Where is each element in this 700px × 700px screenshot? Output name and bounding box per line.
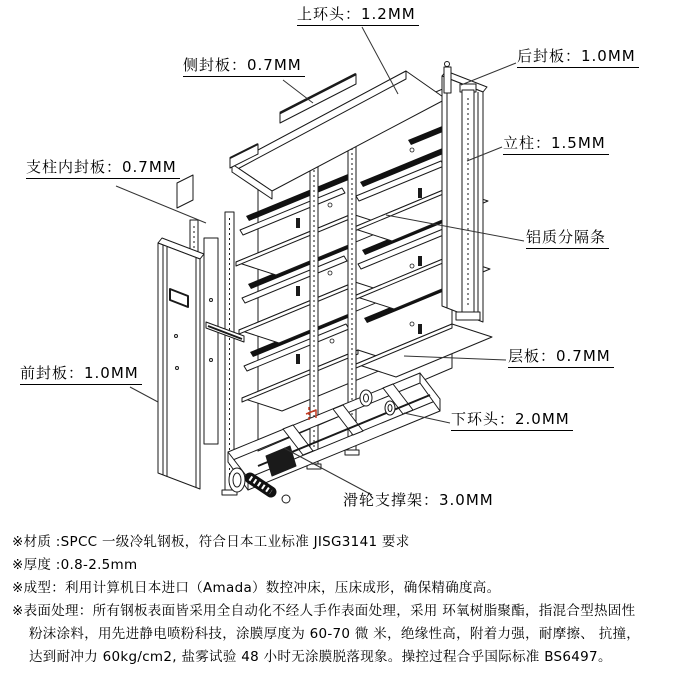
callout-roller-support: 滑轮支撑架：3.0MM <box>343 491 494 509</box>
note-thickness: ※厚度 :0.8-2.5mm <box>12 557 138 573</box>
callout-pillar-inner-seal: 支柱内封板：0.7MM <box>26 159 180 179</box>
callout-top-ring: 上环头：1.2MM <box>297 6 419 26</box>
note-surface-1: ※表面处理：所有钢板表面皆采用全自动化不经人手作表面处理，采用 环氧树脂聚酯，指混合型热固性 <box>12 603 636 619</box>
front-seal-panel <box>158 238 204 489</box>
hook-bracket <box>444 62 451 94</box>
note-surface-3: 达到耐冲力 60kg/cm2, 盐雾试验 48 小时无涂膜脱落现象。操控过程合乎国际标准 BS6497。 <box>29 649 612 665</box>
note-surface-2: 粉沫涂料，用先进静电喷粉科技，涂膜厚度为 60-70 微 米，绝缘性高，附着力强，耐摩擦、 抗撞， <box>29 626 641 642</box>
note-forming: ※成型：利用计算机日本进口（Amada）数控冲床，压床成形，确保精确度高。 <box>12 580 501 596</box>
callout-back-seal: 后封板：1.0MM <box>517 48 639 68</box>
callout-bottom-ring: 下环头：2.0MM <box>451 411 573 431</box>
note-material: ※材质 :SPCC 一级冷轧钢板，符合日本工业标准 JISG3141 要求 <box>12 534 410 550</box>
callout-column: 立柱：1.5MM <box>503 135 609 155</box>
callout-side-seal: 侧封板：0.7MM <box>183 57 305 77</box>
callout-front-seal: 前封板：1.0MM <box>20 365 142 385</box>
callout-shelf: 层板：0.7MM <box>508 348 614 368</box>
specification-notes <box>12 531 692 669</box>
callout-alu-divider: 铝质分隔条 <box>526 229 609 249</box>
